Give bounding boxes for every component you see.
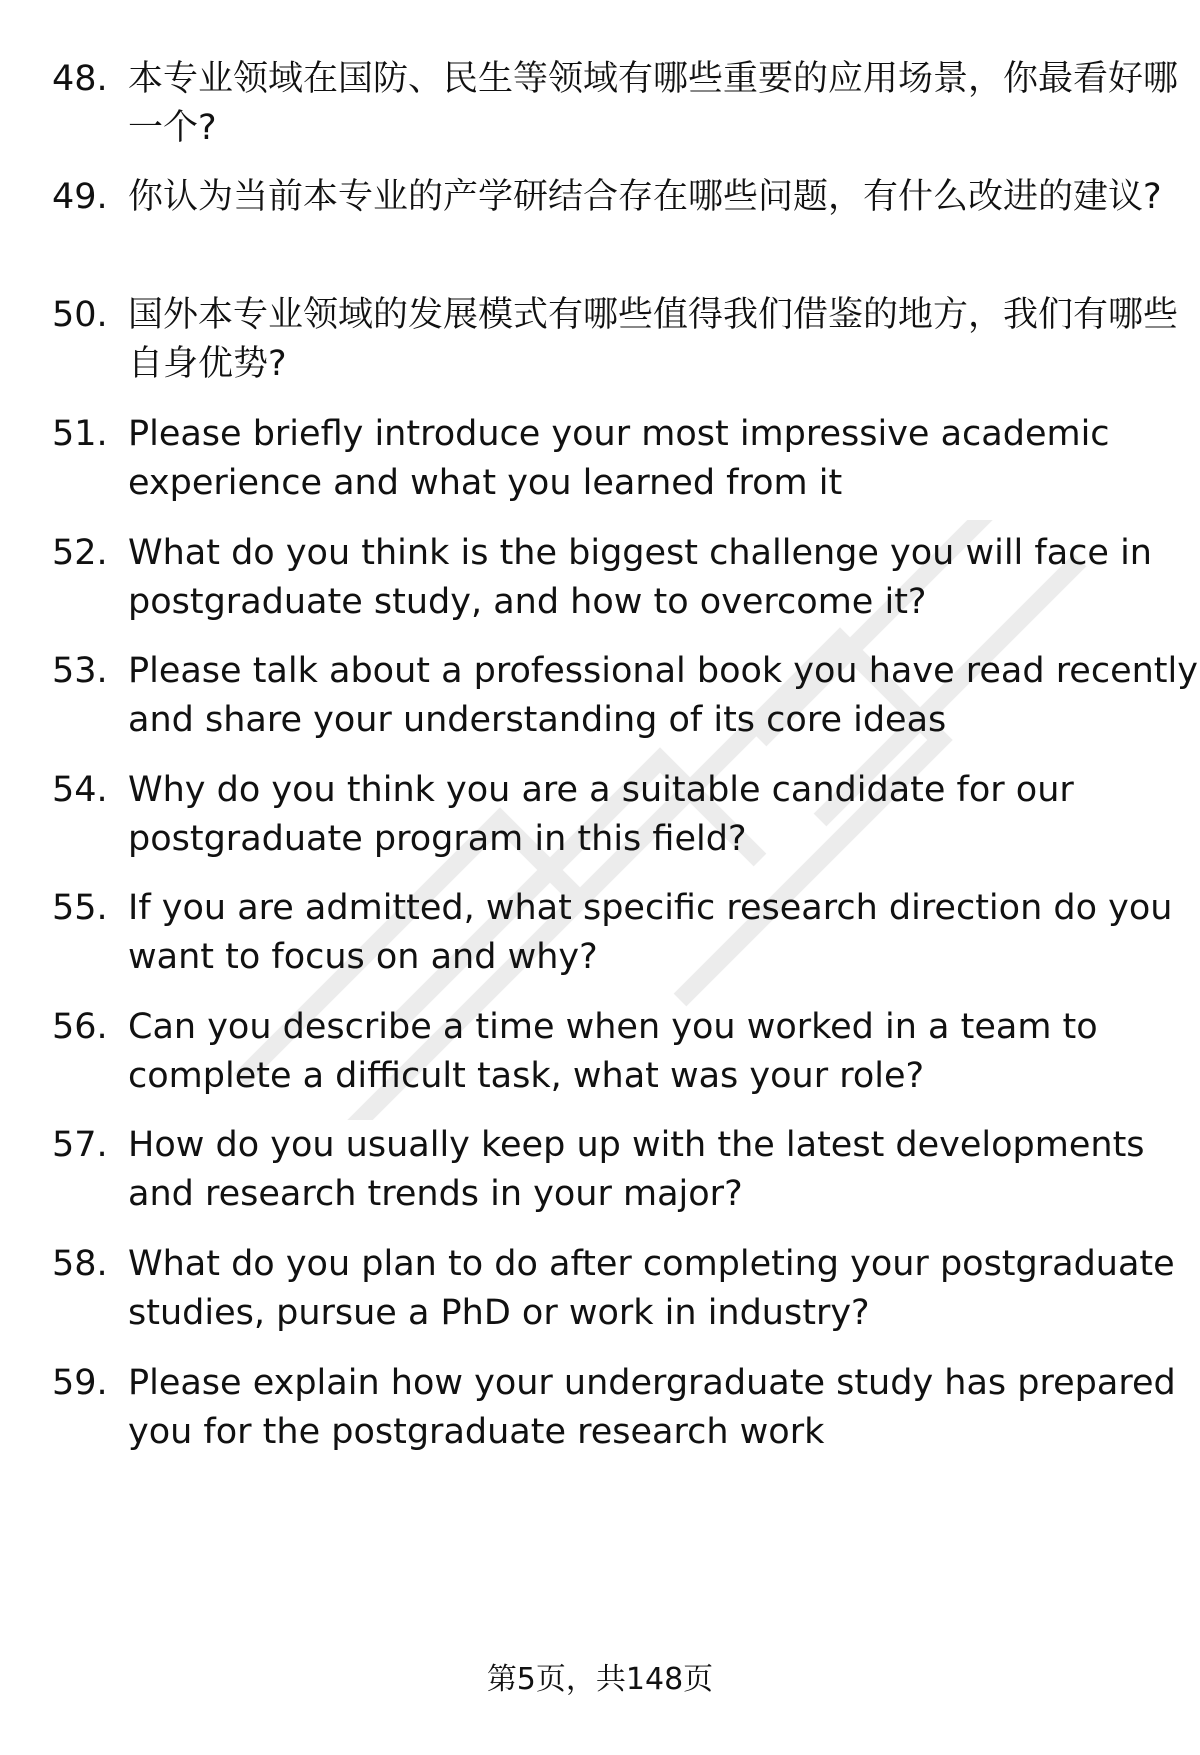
question-text: 国外本专业领域的发展模式有哪些值得我们借鉴的地方，我们有哪些自身优势? xyxy=(128,295,1179,384)
question-number: 57. xyxy=(52,1125,108,1165)
question-number: 48. xyxy=(52,59,108,99)
question-text: 本专业领域在国防、民生等领域有哪些重要的应用场景，你最看好哪一个? xyxy=(128,59,1179,148)
question-number: 55. xyxy=(52,888,108,928)
question-text: Please briefly introduce your most impressive academic experience and what you learned from it xyxy=(128,414,1110,503)
question-number: 56. xyxy=(52,1007,108,1047)
question-number: 52. xyxy=(52,533,108,573)
question-text: What do you plan to do after completing your postgraduate studies, pursue a PhD or work in industry? xyxy=(128,1244,1175,1333)
question-text: Please explain how your undergraduate study has prepared you for the postgraduate research work xyxy=(128,1363,1176,1452)
question-number: 59. xyxy=(52,1363,108,1403)
question-text: What do you think is the biggest challenge you will face in postgraduate study, and how to overcome it? xyxy=(128,533,1152,622)
question-text: Can you describe a time when you worked in a team to complete a difficult task, what was your role? xyxy=(128,1007,1098,1096)
question-number: 53. xyxy=(52,651,108,691)
question-number: 51. xyxy=(52,414,108,454)
question-text: If you are admitted, what specific research direction do you want to focus on and why? xyxy=(128,888,1173,977)
question-number: 54. xyxy=(52,770,108,810)
question-text: Please talk about a professional book you have read recently and share your understanding of its core ideas xyxy=(128,651,1198,740)
question-text: Why do you think you are a suitable candidate for our postgraduate program in this field? xyxy=(128,770,1074,859)
question-text: 你认为当前本专业的产学研结合存在哪些问题，有什么改进的建议? xyxy=(128,177,1162,217)
page-footer: 第5页，共148页 xyxy=(486,1662,714,1697)
question-number: 50. xyxy=(52,295,108,335)
question-number: 58. xyxy=(52,1244,108,1284)
question-number: 49. xyxy=(52,177,108,217)
question-text: How do you usually keep up with the latest developments and research trends in your major? xyxy=(128,1125,1145,1214)
